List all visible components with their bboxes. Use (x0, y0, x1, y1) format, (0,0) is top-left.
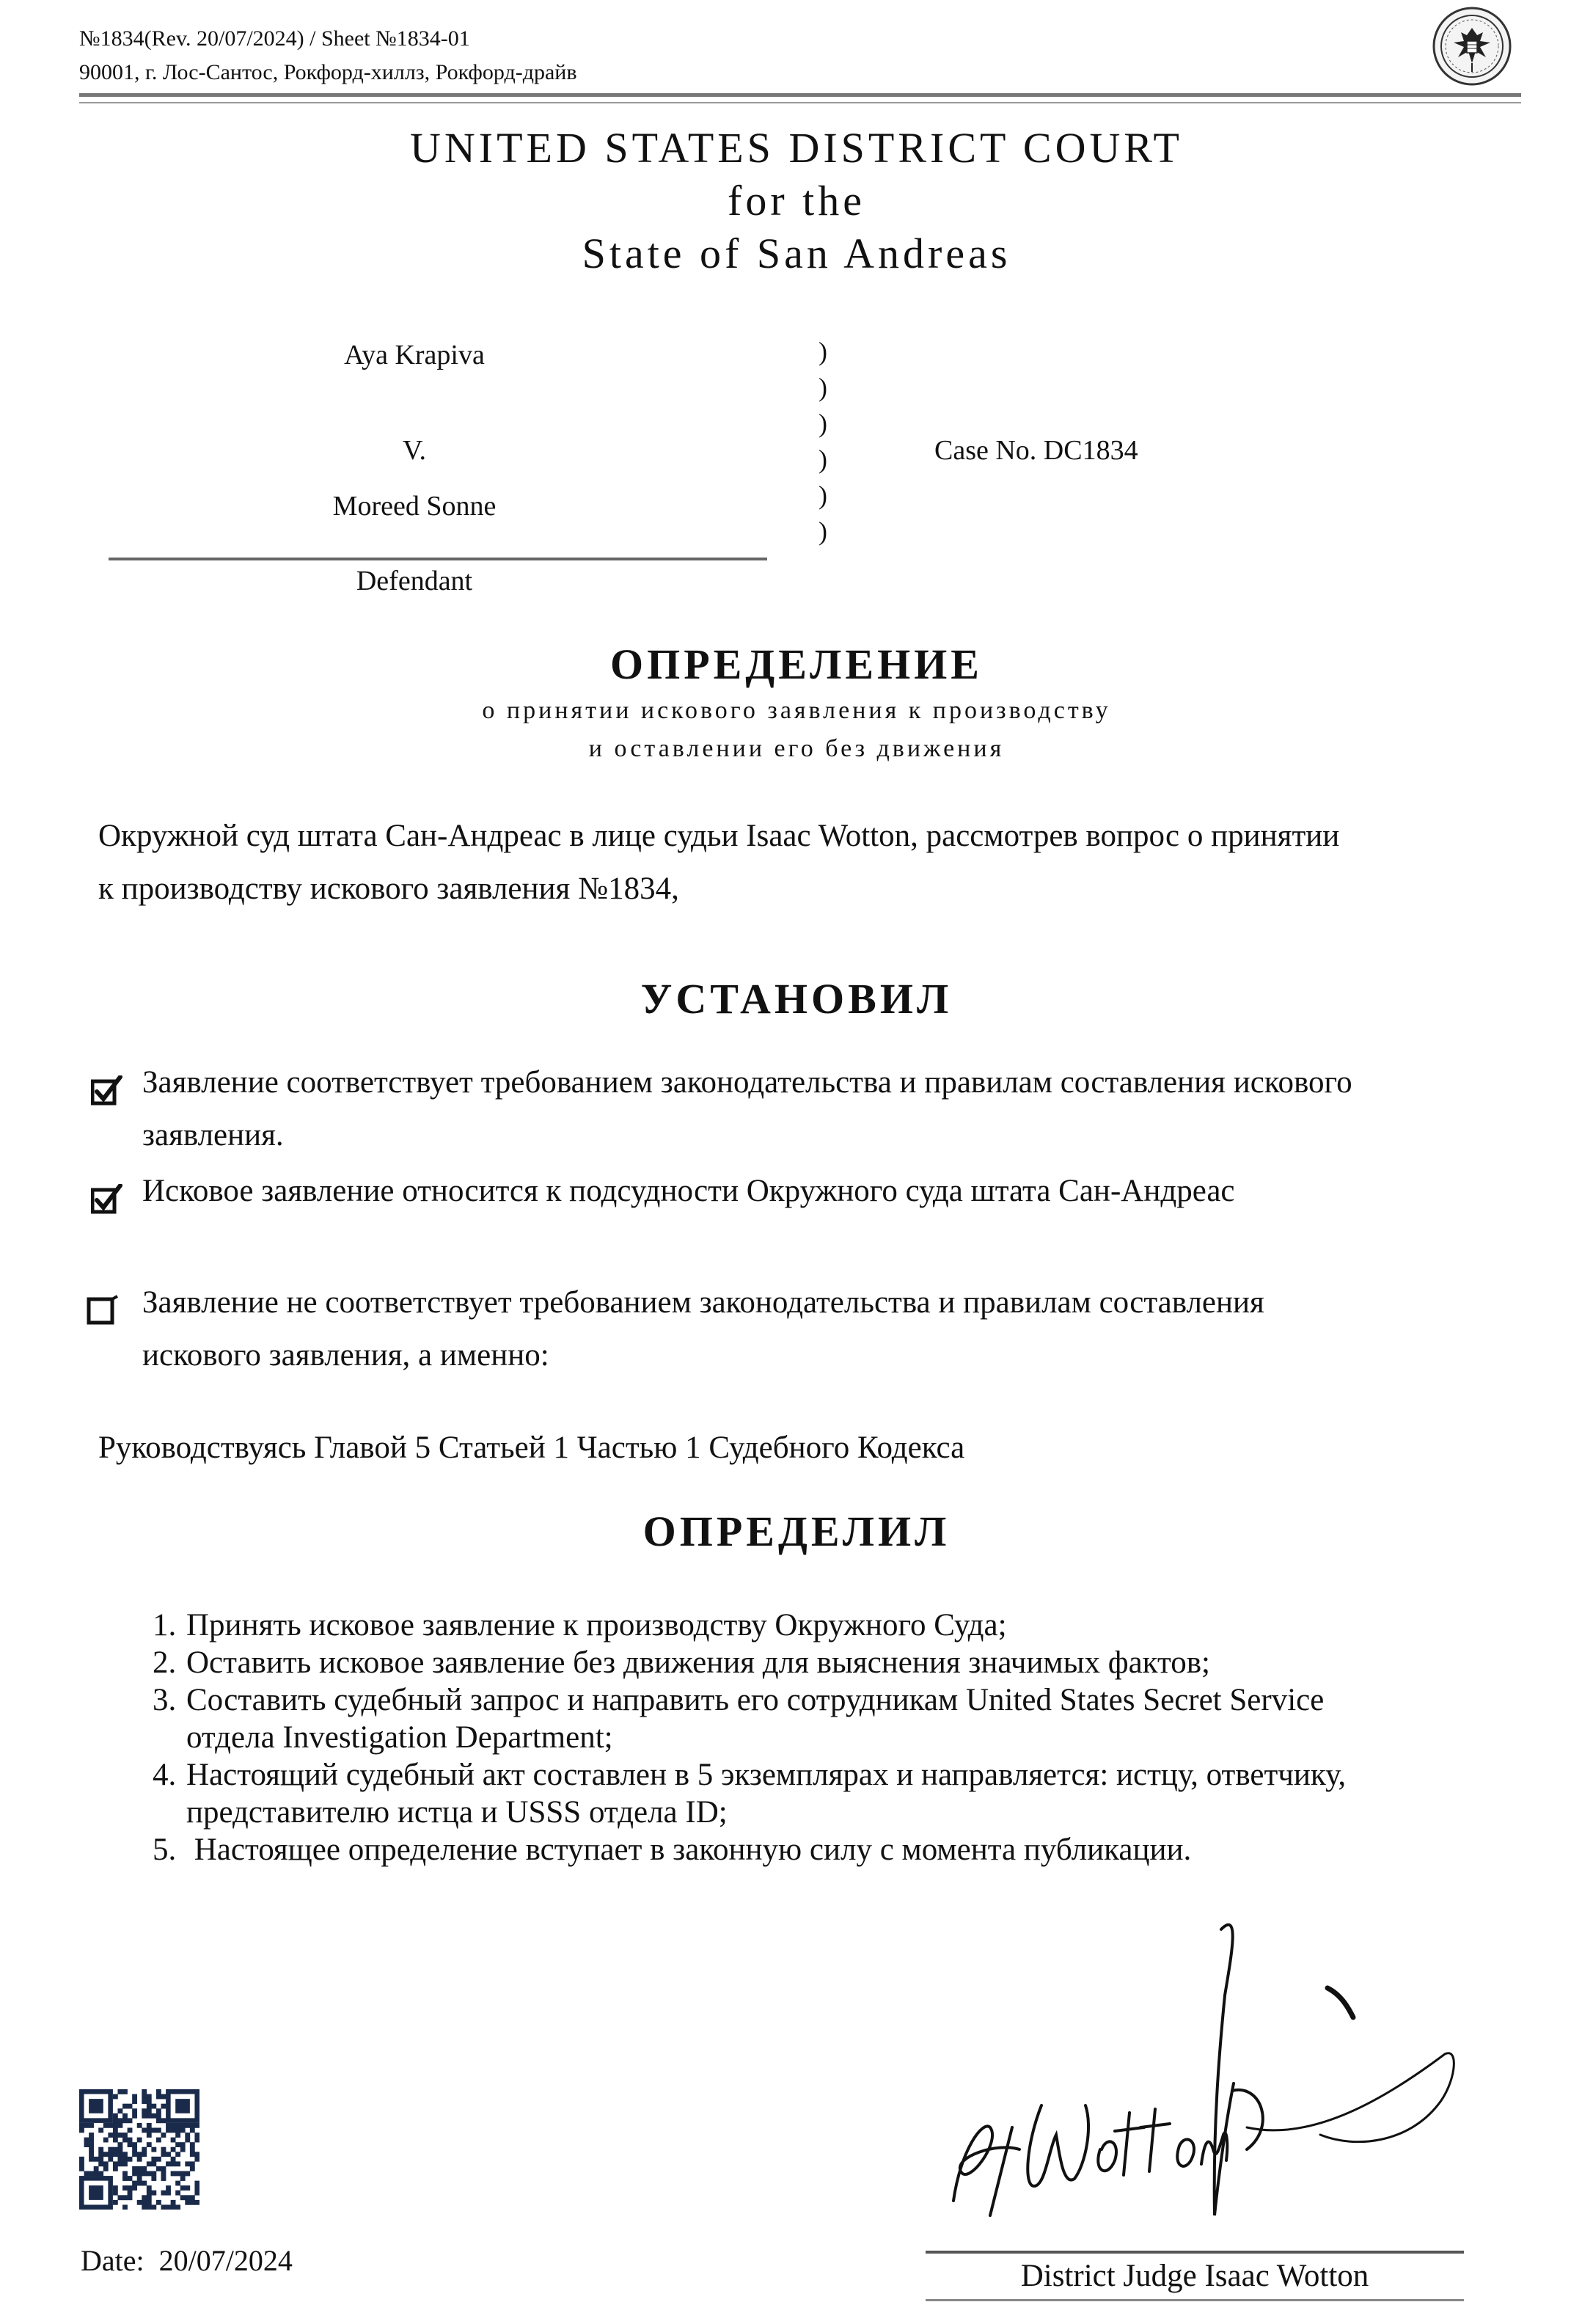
intro-line-2: к производству искового заявления №1834, (98, 872, 679, 906)
list-item-text: Оставить исковое заявление без движения для выяснения значимых фактов; (186, 1645, 1210, 1680)
signature-rule-bottom (926, 2299, 1464, 2301)
list-item-text-continued: отдела Investigation Department; (186, 1720, 613, 1755)
list-item-text: Принять исковое заявление к производству Окружного Суда; (186, 1608, 1007, 1642)
list-item-text: Составить судебный запрос и направить его сотрудникам United States Secret Service (186, 1683, 1325, 1717)
list-item-text: Настоящее определение вступает в законную силу с момента публикации. (186, 1832, 1192, 1867)
defendant-label: Defendant (356, 566, 473, 596)
decided-list (153, 1607, 1546, 1900)
court-state: State of San Andreas (582, 230, 1011, 277)
defendant-name: Moreed Sonne (332, 491, 497, 522)
established-item-3-line-1: Заявление не соответствует требованием законодательства и правилам составления (142, 1285, 1264, 1320)
signature-rule (926, 2251, 1464, 2254)
court-seal-icon (1432, 6, 1512, 87)
signer-title: District Judge Isaac Wotton (1020, 2259, 1369, 2293)
list-item-number: 3. (153, 1683, 177, 1717)
list-item-number: 1. (153, 1608, 177, 1642)
paren: ) (819, 480, 827, 510)
plaintiff-name: Aya Krapiva (344, 340, 485, 370)
established-item-2: Исковое заявление относится к подсудности Окружного суда штата Сан-Андреас (142, 1174, 1235, 1208)
list-item-number: 5. (153, 1832, 177, 1867)
date-value: 20/07/2024 (158, 2244, 293, 2277)
date-label: Date: (81, 2244, 144, 2277)
caption-parentheses (819, 334, 827, 549)
court-address: 90001, г. Лос-Сантос, Рокфорд-хиллз, Рокфорд-драйв (79, 60, 577, 84)
checkbox-checked-icon (91, 1184, 116, 1209)
guided-by-statement: Руководствуясь Главой 5 Статьей 1 Частью 1 Судебного Кодекса (98, 1430, 965, 1465)
list-item-text-continued: представителю истца и USSS отдела ID; (186, 1795, 728, 1830)
date-line (81, 2243, 293, 2278)
checkbox-checked-icon (91, 1075, 116, 1100)
case-number: Case No. DC1834 (934, 435, 1138, 466)
document-reference: №1834(Rev. 20/07/2024) / Sheet №1834-01 (79, 26, 470, 51)
decided-heading: ОПРЕДЕЛИЛ (642, 1508, 951, 1555)
established-heading: УСТАНОВИЛ (640, 975, 953, 1023)
paren: ) (819, 445, 827, 474)
judge-signature (931, 1907, 1489, 2245)
header-rule-thin (79, 102, 1521, 103)
intro-line-1: Окружной суд штата Сан-Андреас в лице судьи Isaac Wotton, рассмотрев вопрос о принятии (98, 819, 1340, 853)
court-for-the: for the (728, 177, 865, 224)
document-subtitle-2: и оставлении его без движения (588, 735, 1005, 762)
established-item-1-line-2: заявления. (142, 1118, 284, 1152)
qr-code-icon (79, 2089, 199, 2210)
list-item-number: 2. (153, 1645, 177, 1680)
caption-rule (109, 558, 767, 560)
paren: ) (819, 373, 827, 402)
list-item-number: 4. (153, 1758, 177, 1792)
court-name: UNITED STATES DISTRICT COURT (410, 124, 1183, 172)
paren: ) (819, 409, 827, 438)
checkbox-empty-icon (87, 1294, 111, 1319)
header-rule-thick (79, 93, 1521, 97)
list-item-text: Настоящий судебный акт составлен в 5 экземплярах и направляется: истцу, ответчику, (186, 1758, 1347, 1792)
established-item-1-line-1: Заявление соответствует требованием законодательства и правилам составления искового (142, 1065, 1352, 1100)
versus-label: V. (402, 435, 427, 466)
established-item-3-line-2: искового заявления, а именно: (142, 1338, 549, 1373)
paren: ) (819, 337, 827, 366)
document-title: ОПРЕДЕЛЕНИЕ (610, 640, 983, 688)
document-subtitle-1: о принятии искового заявления к производству (482, 697, 1111, 724)
paren: ) (819, 516, 827, 546)
